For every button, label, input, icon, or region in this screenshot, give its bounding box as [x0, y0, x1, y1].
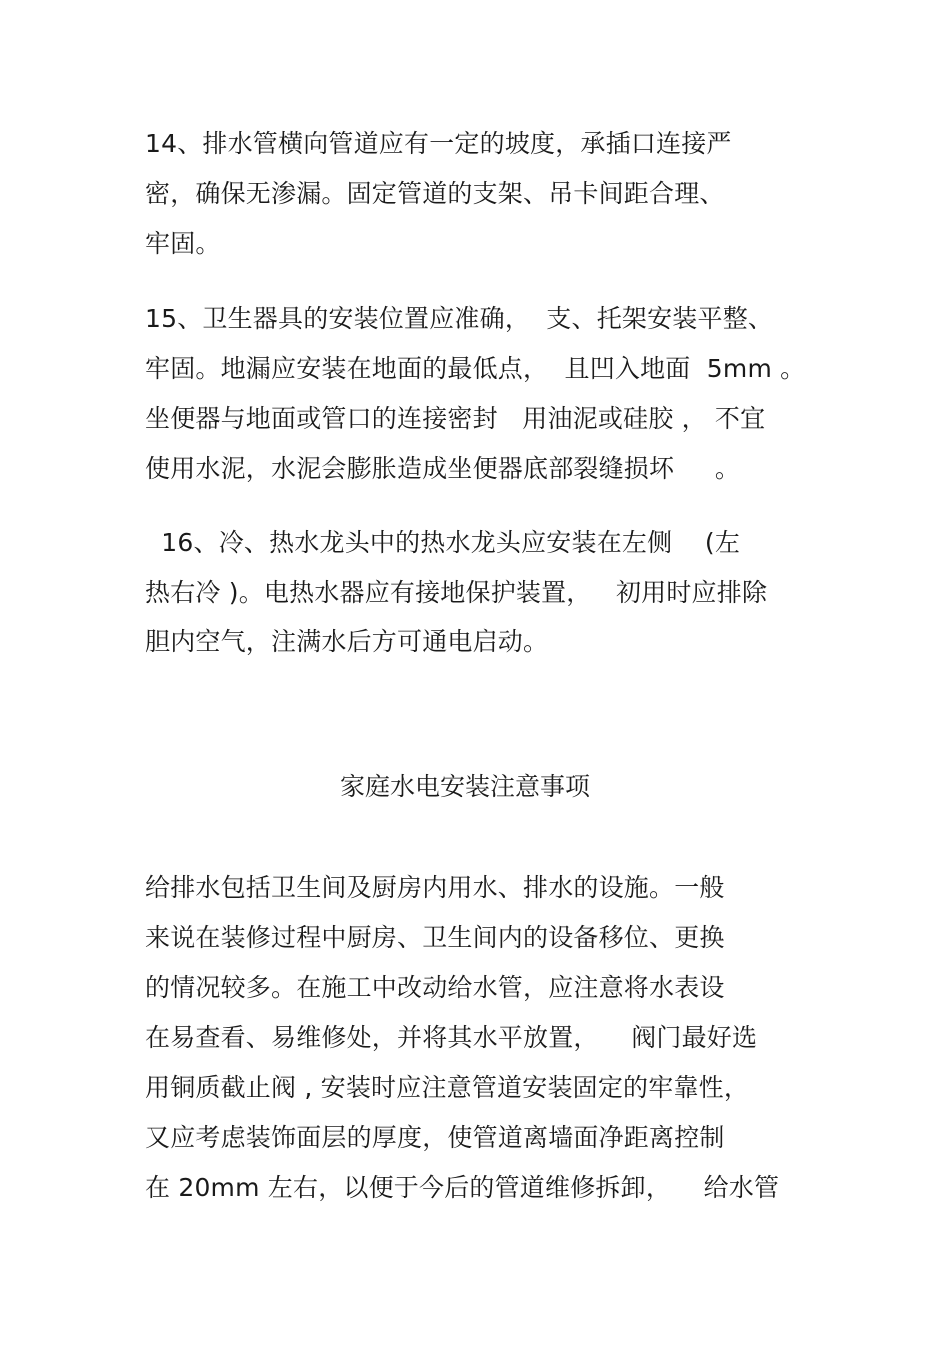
body-line-7: 在 20mm 左右，以便于今后的管道维修拆卸， 给水管	[145, 1173, 780, 1202]
body-line-1: 给排水包括卫生间及厨房内用水、排水的设施。一般	[145, 873, 725, 902]
item-16-line-2: 热右冷 )。电热水器应有接地保护装置， 初用时应排除	[145, 578, 768, 607]
item-14-line-2: 密，确保无渗漏。固定管道的支架、吊卡间距合理、	[145, 179, 725, 208]
body-line-2: 来说在装修过程中厨房、卫生间内的设备移位、更换	[145, 923, 725, 952]
section-title: 家庭水电安装注意事项	[339, 772, 590, 801]
body-line-6: 又应考虑装饰面层的厚度，使管道离墙面净距离控制	[145, 1123, 725, 1152]
item-15-line-1: 15、卫生器具的安装位置应准确， 支、托架安装平整、	[145, 304, 774, 333]
body-line-5: 用铜质截止阀 , 安装时应注意管道安装固定的牢靠性，	[145, 1073, 750, 1102]
body-line-4: 在易查看、易维修处，并将其水平放置， 阀门最好选	[145, 1023, 758, 1052]
body-line-3: 的情况较多。在施工中改动给水管，应注意将水表设	[145, 973, 725, 1002]
item-15-line-4: 使用水泥，水泥会膨胀造成坐便器底部裂缝损坏 。	[145, 454, 741, 483]
item-14-line-3: 牢固。	[145, 229, 221, 258]
item-14-line-1: 14、排水管横向管道应有一定的坡度，承插口连接严	[145, 129, 732, 158]
item-15-line-2: 牢固。地漏应安装在地面的最低点， 且凹入地面 5mm 。	[145, 354, 806, 383]
item-16-line-1: 16、冷、热水龙头中的热水龙头应安装在左侧 (左	[145, 528, 741, 557]
item-15-line-3: 坐便器与地面或管口的连接密封 用油泥或硅胶 ， 不宜	[145, 404, 766, 433]
item-16-line-3: 胆内空气，注满水后方可通电启动。	[145, 627, 549, 656]
